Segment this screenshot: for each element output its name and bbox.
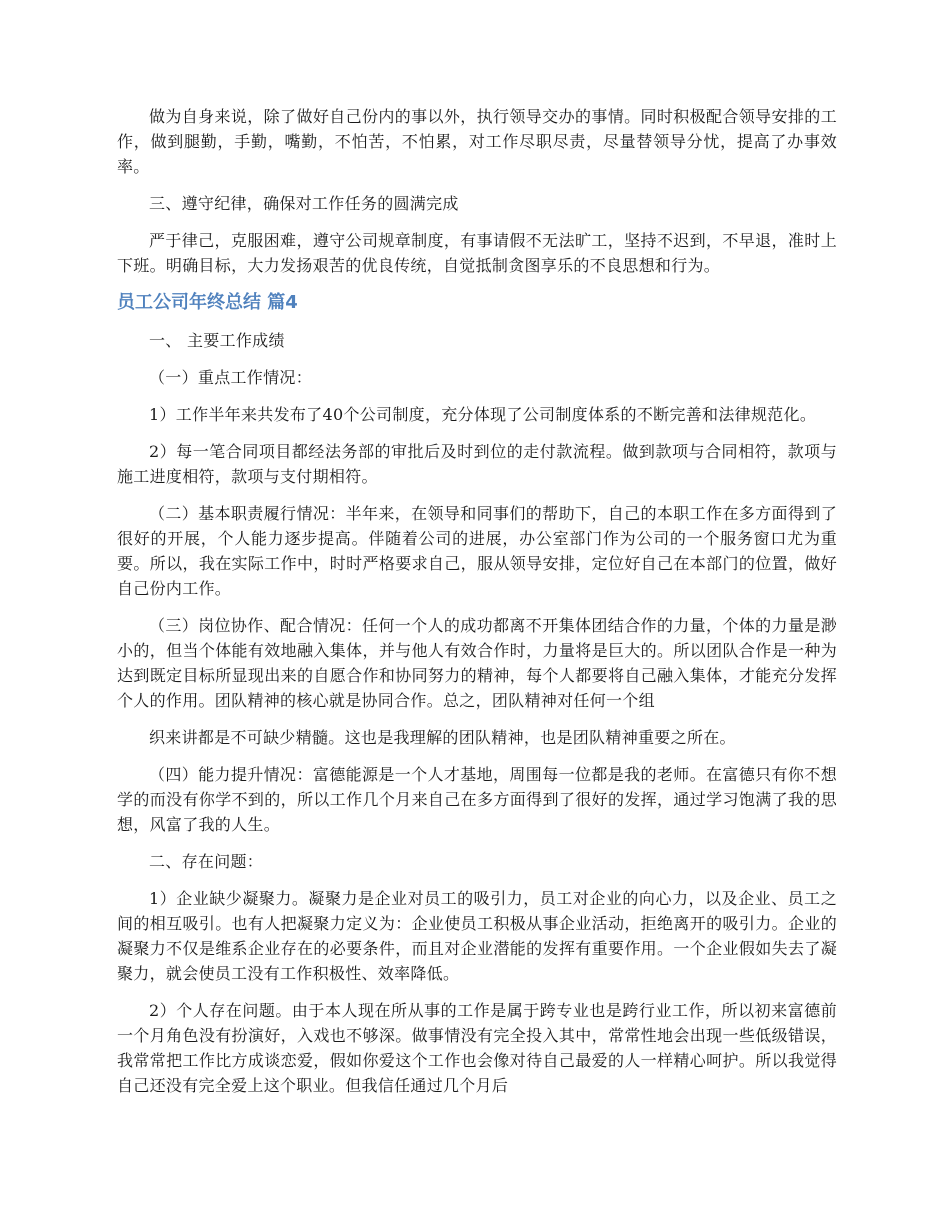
paragraph: （四）能力提升情况：富德能源是一个人才基地，周围每一位都是我的老师。在富德只有你不想学的而没有你学不到的，所以工作几个月来自己在多方面得到了很好的发挥，通过学习饱满了我的思想，风富了我的人生。 bbox=[117, 765, 837, 834]
list-item-1: 1）工作半年来共发布了40个公司制度，充分体现了公司制度体系的不断完善和法律规范化。 bbox=[149, 405, 817, 424]
paragraph: 做为自身来说，除了做好自己份内的事以外，执行领导交办的事情。同时积极配合领导安排的工作，做到腿勤，手勤，嘴勤，不怕苦，不怕累，对工作尽职尽责，尽量替领导分忧，提高了办事效率。 bbox=[117, 107, 837, 176]
section-heading-3: 三、遵守纪律，确保对工作任务的圆满完成 bbox=[149, 194, 459, 213]
list-item-2: 2）个人存在问题。由于本人现在所从事的工作是属于跨专业也是跨行业工作，所以初来富德前一个月角色没有扮演好，入戏也不够深。做事情没有完全投入其中，常常性地会出现一些低级错误，我常常把工作比方成谈恋爱，假如你爱这个工作也会像对待自己最爱的人一样精心呵护。所以我觉得自己还没有完全爱上这个职业。但我信任通过几个月后 bbox=[117, 1001, 837, 1095]
paragraph: （三）岗位协作、配合情况：任何一个人的成功都离不开集体团结合作的力量，个体的力量是渺小的，但当个体能有效地融入集体，并与他人有效合作时，力量将是巨大的。所以团队合作是一种为达到既定目标所显现出来的自愿合作和协同努力的精神，每个人都要将自己融入集体，才能充分发挥个人的作用。团队精神的核心就是协同合作。总之，团队精神对任何一个组 bbox=[117, 616, 837, 710]
list-item-2: 2）每一笔合同项目都经法务部的审批后及时到位的走付款流程。做到款项与合同相符，款项与施工进度相符，款项与支付期相符。 bbox=[117, 442, 837, 486]
subsection-heading-1: （一）重点工作情况： bbox=[149, 368, 313, 387]
article-heading: 员工公司年终总结 篇4 bbox=[117, 292, 298, 313]
paragraph: 严于律己，克服困难，遵守公司规章制度，有事请假不无法旷工，坚持不迟到，不早退，准时上下班。明确目标，大力发扬艰苦的优良传统，自觉抵制贪图享乐的不良思想和行为。 bbox=[117, 231, 837, 275]
section-heading-1: 一、 主要工作成绩 bbox=[149, 331, 285, 350]
paragraph: 织来讲都是不可缺少精髓。这也是我理解的团队精神，也是团队精神重要之所在。 bbox=[149, 728, 736, 747]
section-heading-2: 二、存在问题： bbox=[149, 852, 264, 871]
paragraph: （二）基本职责履行情况：半年来，在领导和同事们的帮助下，自己的本职工作在多方面得到了很好的开展，个人能力逐步提高。伴随着公司的进展，办公室部门作为公司的一个服务窗口尤为重要。所以，我在实际工作中，时时严格要求自己，服从领导安排，定位好自己在本部门的位置，做好自己份内工作。 bbox=[117, 504, 837, 598]
list-item-1: 1）企业缺少凝聚力。凝聚力是企业对员工的吸引力，员工对企业的向心力，以及企业、员工之间的相互吸引。也有人把凝聚力定义为：企业使员工积极从事企业活动，拒绝离开的吸引力。企业的凝聚力不仅是维系企业存在的必要条件，而且对企业潜能的发挥有重要作用。一个企业假如失去了凝聚力，就会使员工没有工作积极性、效率降低。 bbox=[117, 889, 837, 983]
